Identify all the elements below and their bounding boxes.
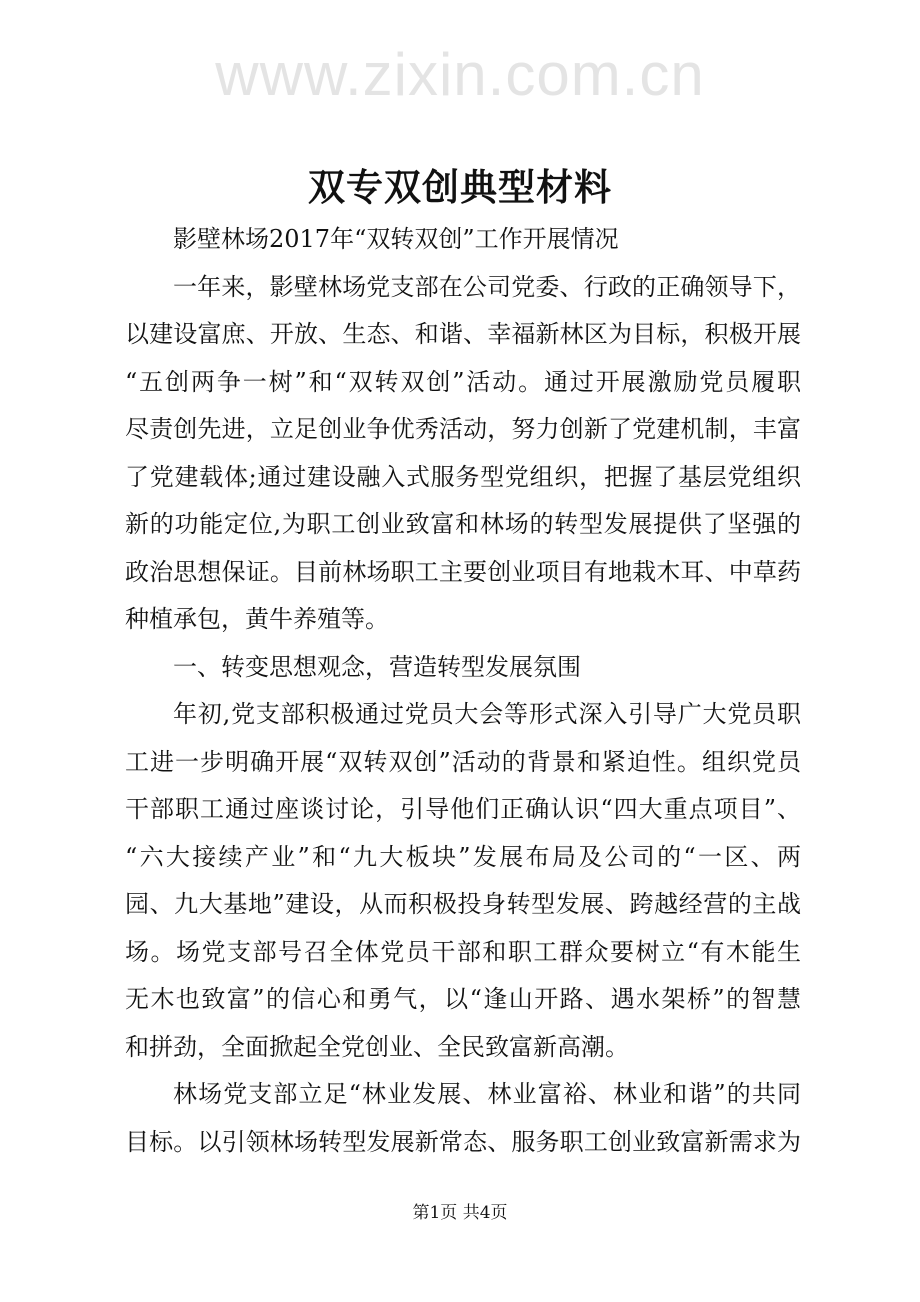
- text-line: 年初,党支部积极通过党员大会等形式深入引导广大党员职: [173, 700, 801, 728]
- text-line: 目标。以引领林场转型发展新常态、服务职工创业致富新需求为: [125, 1127, 801, 1156]
- page-number-footer: 第1页 共4页: [412, 1203, 508, 1223]
- text-line: 园、九大基地”建设，从而积极投身转型发展、跨越经营的主战: [125, 890, 801, 918]
- document-title: 双专双创典型材料: [308, 165, 612, 209]
- text-line: “六大接续产业”和“九大板块”发展布局及公司的“一区、两: [125, 842, 801, 871]
- text-line: 一、转变思想观念，营造转型发展氛围: [173, 652, 581, 681]
- text-line: 新的功能定位,为职工创业致富和林场的转型发展提供了坚强的: [125, 510, 801, 538]
- text-line: 尽责创先进，立足创业争优秀活动，努力创新了党建机制，丰富: [125, 415, 801, 443]
- text-line: 政治思想保证。目前林场职工主要创业项目有地栽木耳、中草药: [125, 557, 801, 586]
- document-body: [125, 216, 801, 1166]
- text-line: 影壁林场2017年“双转双创”工作开展情况: [173, 225, 619, 253]
- text-line: 工进一步明确开展“双转双创”活动的背景和紧迫性。组织党员: [125, 747, 801, 776]
- text-line: 场。场党支部号召全体党员干部和职工群众要树立“有木能生: [125, 937, 801, 966]
- text-line: 林场党支部立足“林业发展、林业富裕、林业和谐”的共同: [173, 1080, 801, 1108]
- text-line: 无木也致富”的信心和勇气，以“逢山开路、遇水架桥”的智慧: [125, 985, 801, 1013]
- text-line: 以建设富庶、开放、生态、和谐、幸福新林区为目标，积极开展: [125, 320, 801, 348]
- watermark: www.zixin.com.cn: [215, 41, 705, 108]
- text-line: 了党建载体;通过建设融入式服务型党组织，把握了基层党组织: [125, 462, 801, 491]
- text-line: 种植承包，黄牛养殖等。: [125, 605, 389, 633]
- text-line: 一年来，影壁林场党支部在公司党委、行政的正确领导下，: [173, 272, 801, 301]
- text-line: 干部职工通过座谈讨论，引导他们正确认识“四大重点项目”、: [125, 795, 801, 823]
- text-line: “五创两争一树”和“双转双创”活动。通过开展激励党员履职: [125, 367, 801, 396]
- text-line: 和拼劲，全面掀起全党创业、全民致富新高潮。: [125, 1032, 629, 1061]
